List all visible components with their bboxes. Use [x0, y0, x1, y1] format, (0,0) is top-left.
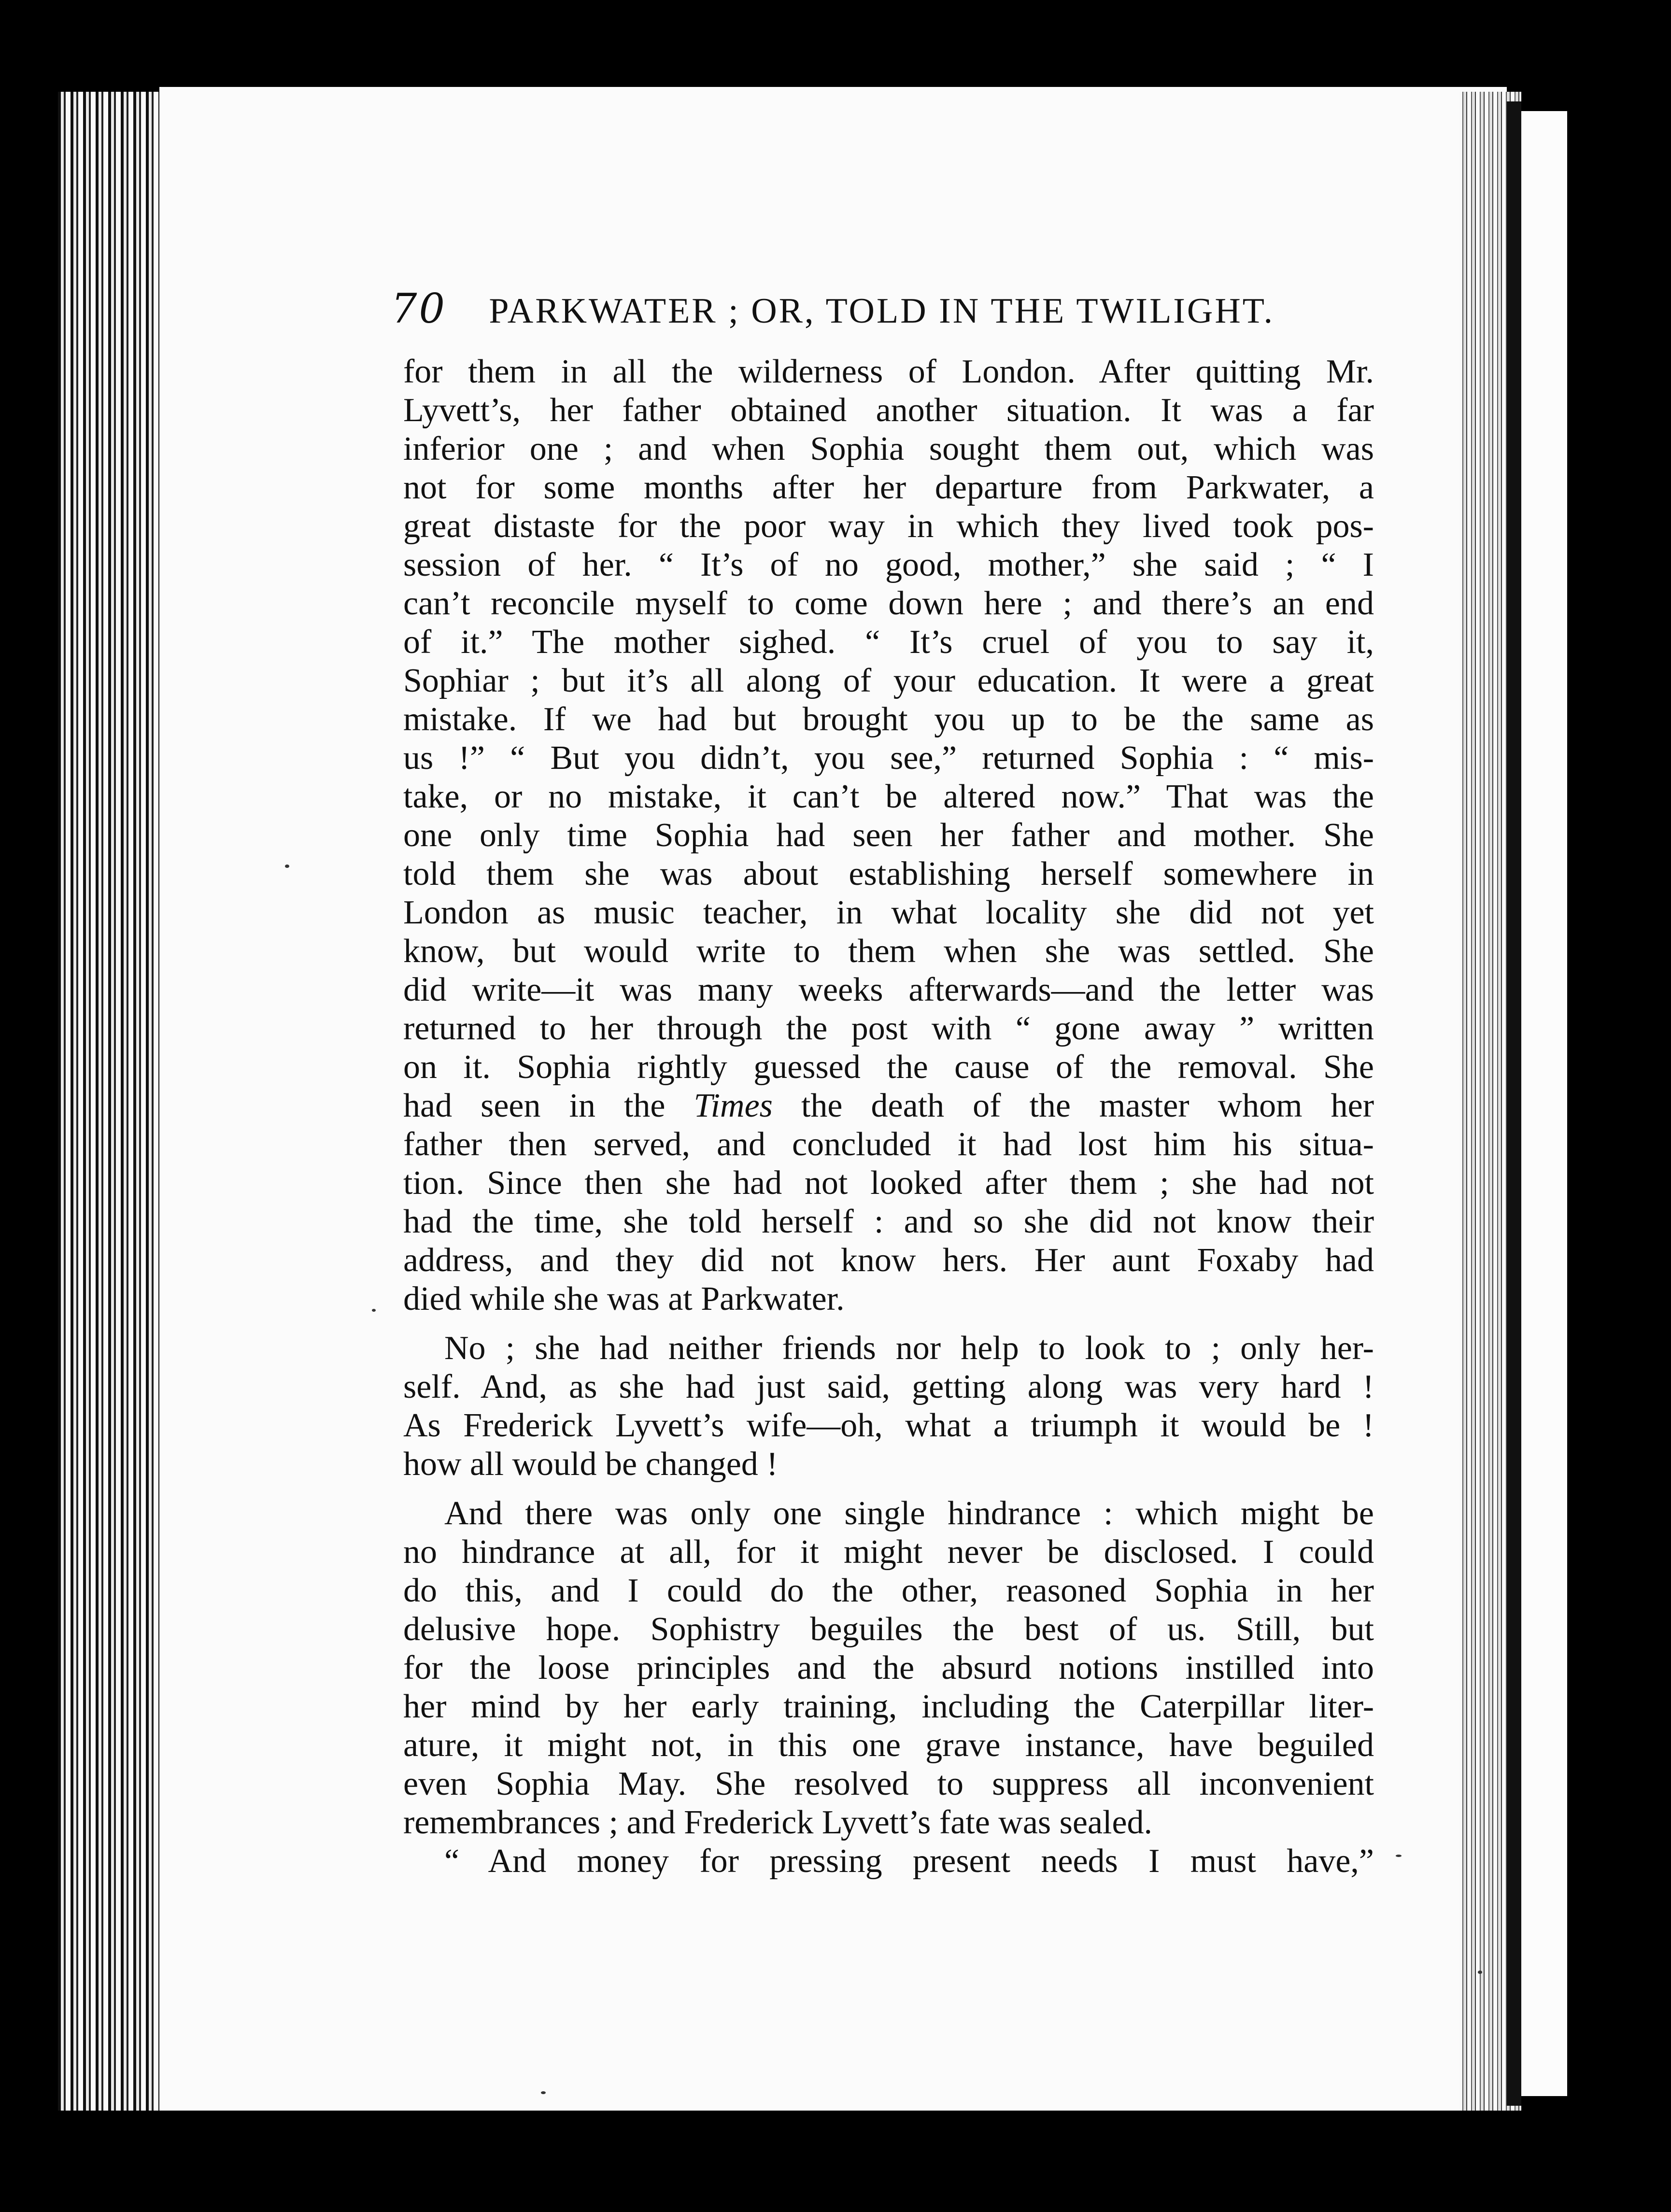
text-line: remembrances ; and Frederick Lyvett’s fate was sealed. [403, 1804, 1153, 1841]
scan-speck [372, 1309, 376, 1312]
text-line: died while she was at Parkwater. [403, 1280, 845, 1318]
text-line: can’t reconcile myself to come down here ; and there’s an end [403, 585, 1374, 622]
text-line: us !” “ But you didn’t, you see,” returned Sophia : “ mis- [403, 739, 1374, 777]
text-line: on it. Sophia rightly guessed the cause of the removal. She [403, 1049, 1374, 1086]
text-line: inferior one ; and when Sophia sought them out, which was [403, 430, 1374, 468]
paragraph-1 [403, 353, 1374, 1319]
text-line: no hindrance at all, for it might never be disclosed. I could [403, 1533, 1374, 1571]
scan-speck [285, 865, 289, 868]
text-line: mistake. If we had but brought you up to be the same as [403, 701, 1374, 738]
paragraph-4 [403, 1842, 1374, 1881]
text-line: did write—it was many weeks afterwards—and the letter was [403, 971, 1374, 1008]
text-line: do this, and I could do the other, reasoned Sophia in her [403, 1572, 1374, 1609]
running-head: PARKWATER ; OR, TOLD IN THE TWILIGHT. [489, 291, 1275, 331]
text-line: take, or no mistake, it can’t be altered now.” That was the [403, 778, 1374, 815]
page-header [391, 285, 1333, 338]
text-line: told them she was about establishing herself somewhere in [403, 855, 1374, 893]
text-line: Lyvett’s, her father obtained another situation. It was a far [403, 392, 1374, 429]
scan-speck [1478, 1971, 1482, 1974]
text-line: “ And money for pressing present needs I must have,” [444, 1843, 1374, 1880]
paragraph-3 [403, 1494, 1374, 1842]
right-page-strip [1521, 111, 1567, 2096]
text-line: London as music teacher, in what locality she did not yet [403, 894, 1374, 931]
scan-speck [541, 2091, 546, 2094]
text-line: session of her. “ It’s of no good, mother,” she said ; “ I [403, 546, 1374, 583]
text-line: tion. Since then she had not looked after them ; she had not [403, 1164, 1374, 1202]
text-line: not for some months after her departure from Parkwater, a [403, 469, 1374, 506]
text-line: one only time Sophia had seen her father and mother. She [403, 817, 1374, 854]
text-line: great distaste for the poor way in which they lived took pos- [403, 508, 1374, 545]
text-line: had the time, she told herself : and so she did not know their [403, 1203, 1374, 1240]
scan-speck [1396, 1855, 1402, 1857]
right-page-shadow [1507, 101, 1521, 2106]
text-line: even Sophia May. She resolved to suppress all inconvenient [403, 1765, 1374, 1802]
text-line: returned to her through the post with “ gone away ” written [403, 1010, 1374, 1047]
left-page-stack [58, 92, 174, 2111]
paragraph-2 [403, 1329, 1374, 1484]
text-line: of it.” The mother sighed. “ It’s cruel of you to say it, [403, 624, 1374, 661]
text-line: address, and they did not know hers. Her aunt Foxaby had [403, 1242, 1374, 1279]
text-line: her mind by her early training, including the Caterpillar liter- [403, 1688, 1374, 1725]
text-fragment: the death of the master whom her [801, 1087, 1374, 1124]
text-line: father then served, and concluded it had lost him his situa- [403, 1126, 1374, 1163]
text-line: how all would be changed ! [403, 1446, 778, 1483]
text-line: No ; she had neither friends nor help to look to ; only her- [444, 1330, 1374, 1367]
body-text [403, 353, 1374, 1881]
italic-word: Times [694, 1087, 773, 1124]
text-line-with-italic [403, 1087, 1374, 1125]
text-line: ature, it might not, in this one grave instance, have beguiled [403, 1727, 1374, 1764]
text-line: self. And, as she had just said, getting along was very hard ! [403, 1368, 1374, 1405]
text-line: Sophiar ; but it’s all along of your education. It were a great [403, 662, 1374, 699]
text-line: for them in all the wilderness of London. After quitting Mr. [403, 353, 1374, 390]
text-fragment: had seen in the [403, 1087, 666, 1124]
text-line: know, but would write to them when she was settled. She [403, 933, 1374, 970]
page-number: 70 [391, 285, 447, 332]
text-line: And there was only one single hindrance : which might be [444, 1495, 1374, 1532]
text-line: delusive hope. Sophistry beguiles the best of us. Still, but [403, 1611, 1374, 1648]
text-line: As Frederick Lyvett’s wife—oh, what a triumph it would be ! [403, 1407, 1374, 1444]
text-line: for the loose principles and the absurd notions instilled into [403, 1649, 1374, 1687]
